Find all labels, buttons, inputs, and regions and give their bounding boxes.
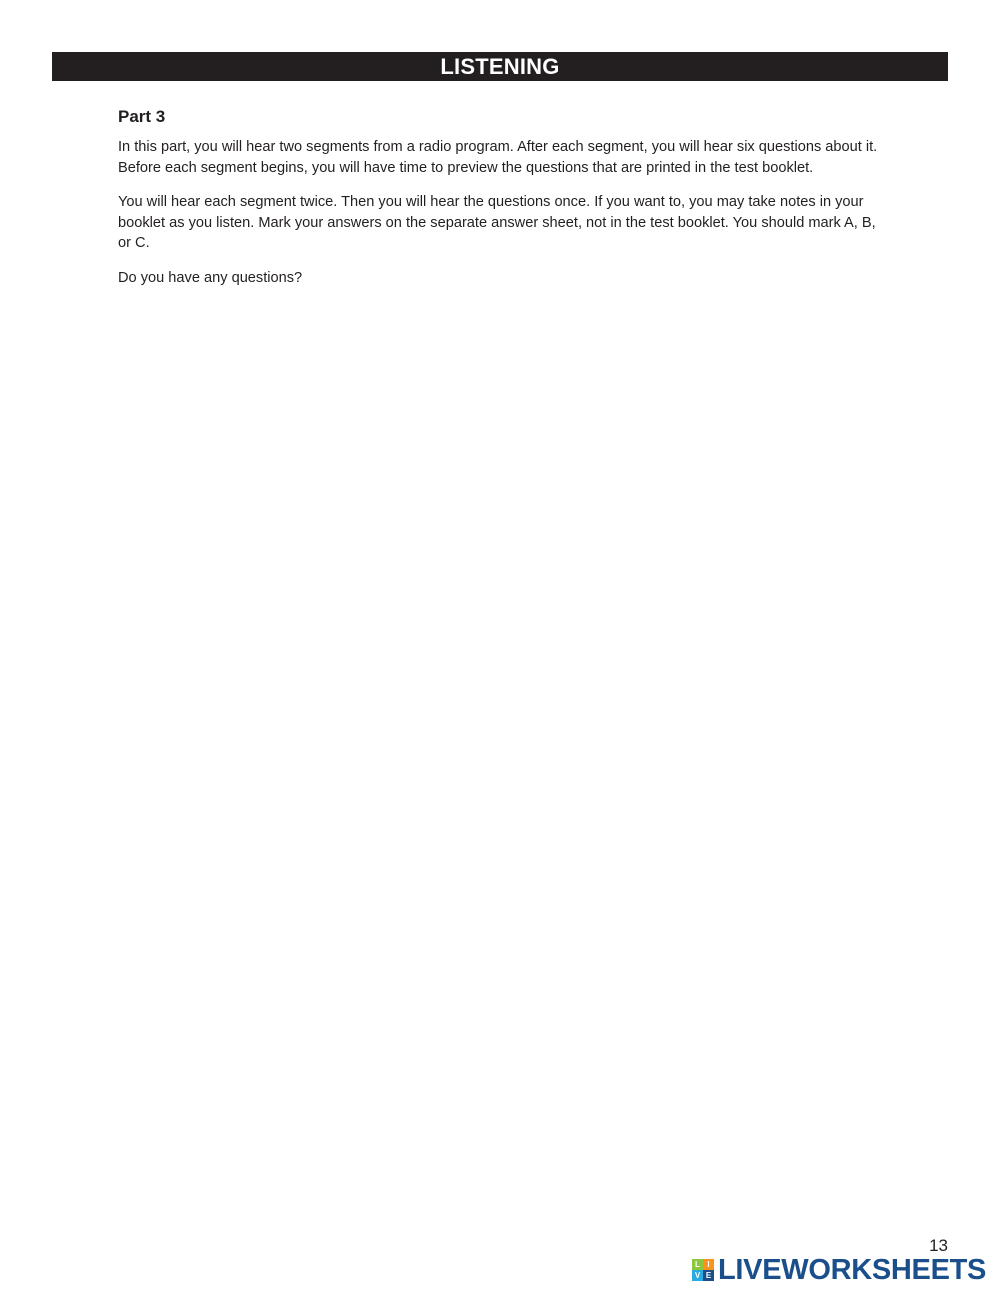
page-number: 13 bbox=[929, 1236, 948, 1255]
logo-mark-letter: L bbox=[692, 1259, 703, 1270]
instruction-paragraph-3: Do you have any questions? bbox=[118, 269, 303, 286]
instructions-block bbox=[118, 106, 878, 302]
section-title: LISTENING bbox=[440, 53, 560, 79]
liveworksheets-logo-icon bbox=[692, 1259, 714, 1281]
logo-mark-letter: I bbox=[703, 1259, 714, 1270]
liveworksheets-logo[interactable] bbox=[692, 1255, 986, 1285]
part-heading: Part 3 bbox=[118, 107, 166, 126]
instruction-paragraph-2: You will hear each segment twice. Then you will hear the questions once. If you want to, you may take notes in your booklet as you listen. Mark your answers on the separate answer sheet, not in the test booklet. You should mark A, B, or C. bbox=[118, 194, 876, 251]
instruction-paragraph-1: In this part, you will hear two segments from a radio program. After each segment, you will hear six questions about it. Before each segment begins, you will have time to preview the questions that are printed in the test booklet. bbox=[118, 139, 878, 176]
liveworksheets-logo-text: LIVEWORKSHEETS bbox=[718, 1254, 987, 1286]
section-banner bbox=[52, 52, 948, 81]
logo-mark-letter: V bbox=[692, 1270, 703, 1281]
logo-mark-letter: E bbox=[703, 1270, 714, 1281]
